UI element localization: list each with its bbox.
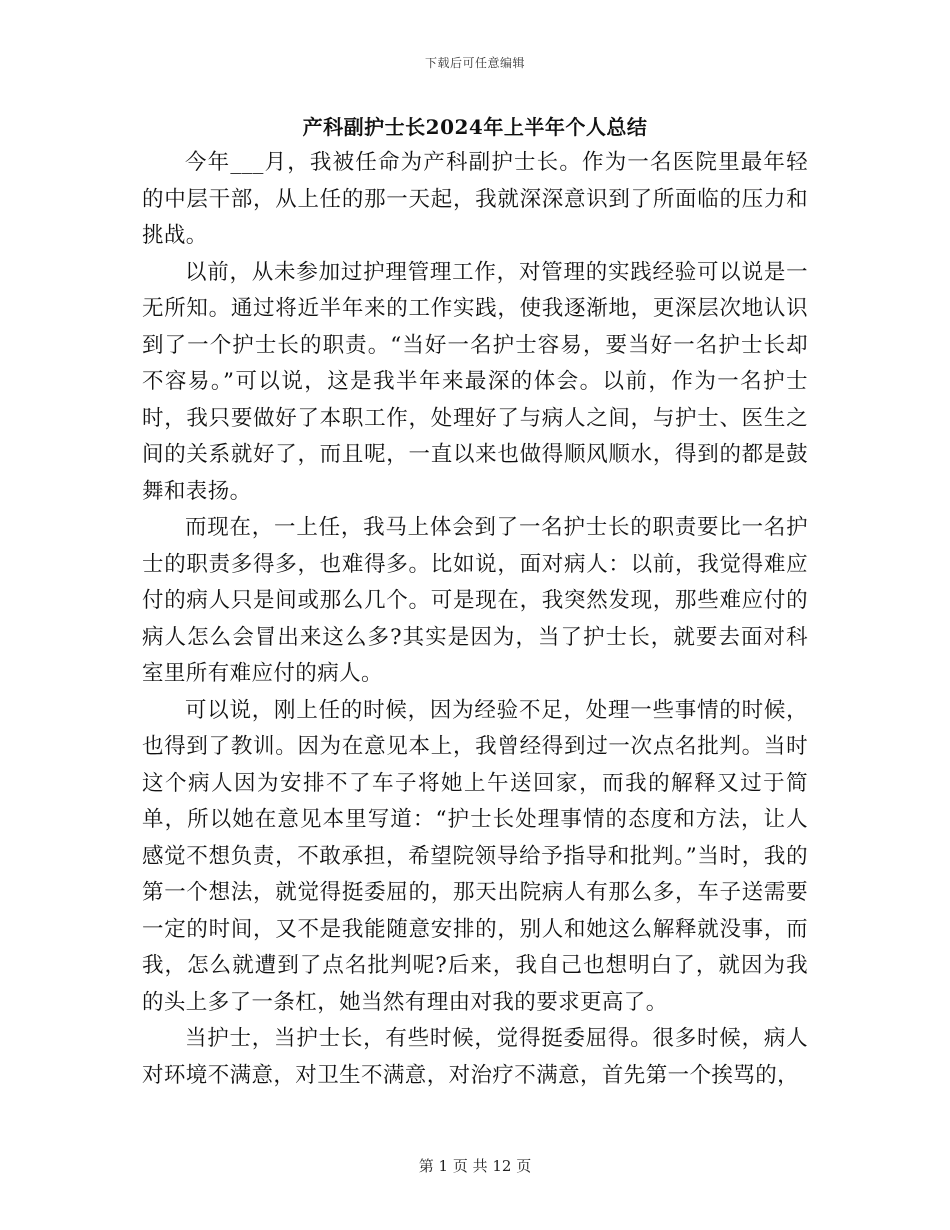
paragraph-5: 当护士，当护士长，有些时候，觉得挺委屈得。很多时候，病人对环境不满意，对卫生不满意，对治疗不满意，首先第一个挨骂的， — [142, 1026, 808, 1088]
paragraph-2: 以前，从未参加过护理管理工作，对管理的实践经验可以说是一无所知。通过将近半年来的工作实践，使我逐渐地，更深层次地认识到了一个护士长的职责。“当好一名护士容易，要当好一名护士长却不容易。”可以说，这是我半年来最深的体会。以前，作为一名护士时，我只要做好了本职工作，处理好了与病人之间，与护士、医生之间的关系就好了，而且呢，一直以来也做得顺风顺水，得到的都是鼓舞和表扬。 — [142, 259, 808, 504]
page-header-note: 下载后可任意编辑 — [424, 56, 525, 70]
document-body — [142, 145, 808, 1094]
page-number: 第 1 页 共 12 页 — [418, 1157, 532, 1175]
paragraph-3: 而现在，一上任，我马上体会到了一名护士长的职责要比一名护士的职责多得多，也难得多。比如说，面对病人：以前，我觉得难应付的病人只是间或那么几个。可是现在，我突然发现，那些难应付的病人怎么会冒出来这么多?其实是因为，当了护士长，就要去面对科室里所有难应付的病人。 — [142, 515, 808, 686]
document-title: 产科副护士长2024年上半年个人总结 — [302, 115, 648, 139]
paragraph-4: 可以说，刚上任的时候，因为经验不足，处理一些事情的时候，也得到了教训。因为在意见本上，我曾经得到过一次点名批判。当时这个病人因为安排不了车子将她上午送回家，而我的解释又过于简单，所以她在意见本里写道：“护士长处理事情的态度和方法，让人感觉不想负责，不敢承担，希望院领导给予指导和批判。”当时，我的第一个想法，就觉得挺委屈的，那天出院病人有那么多，车子送需要一定的时间，又不是我能随意安排的，别人和她这么解释就没事，而我，怎么就遭到了点名批判呢?后来，我自己也想明白了，就因为我的头上多了一条杠，她当然有理由对我的要求更高了。 — [142, 697, 808, 1015]
paragraph-1: 今年___月，我被任命为产科副护士长。作为一名医院里最年轻的中层干部，从上任的那一天起，我就深深意识到了所面临的压力和挑战。 — [142, 150, 808, 248]
